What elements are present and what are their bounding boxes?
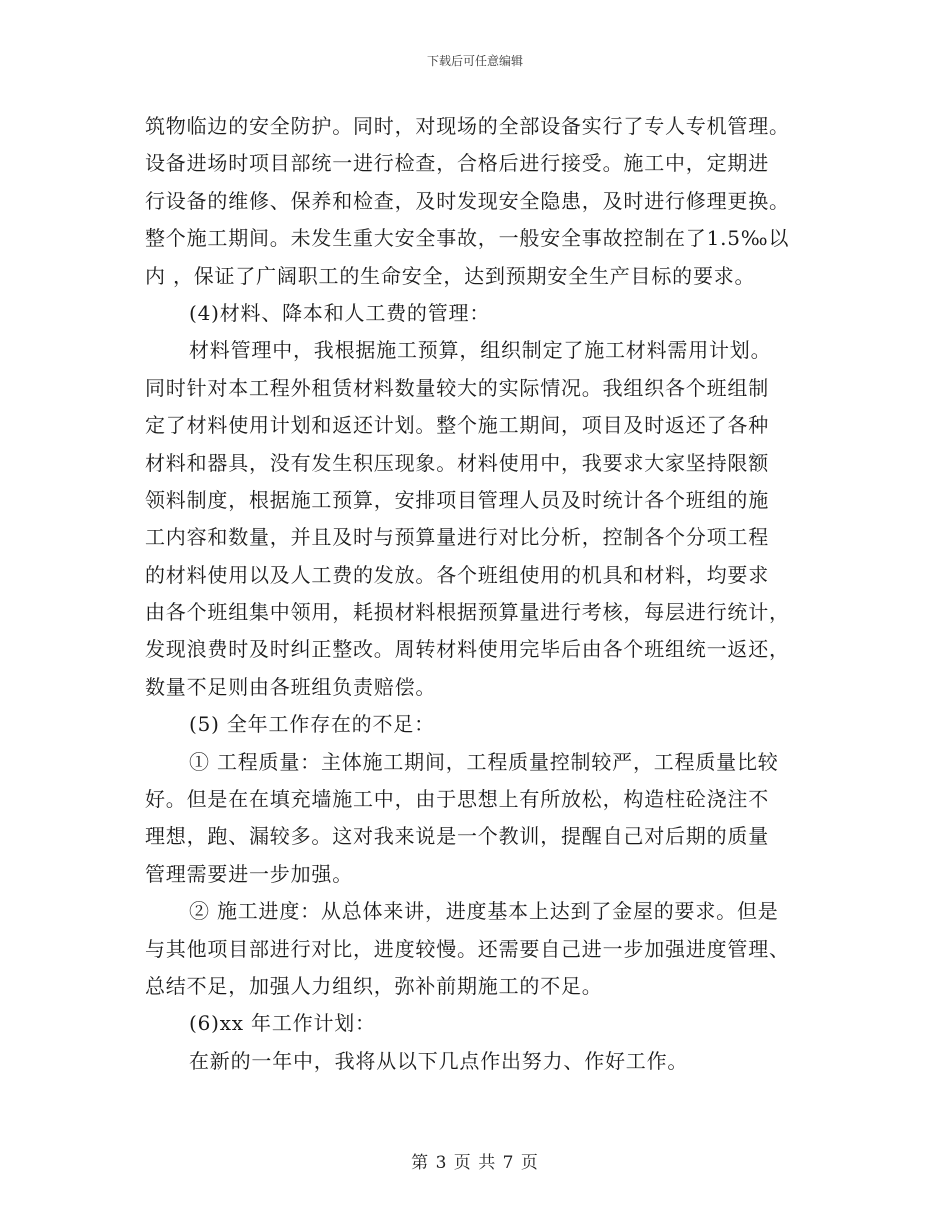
body-line: 定了材料使用计划和返还计划。整个施工期间，项目及时返还了各种: [145, 413, 769, 438]
body-line: 同时针对本工程外租赁材料数量较大的实际情况。我组织各个班组制: [145, 375, 769, 400]
body-line: 设备进场时项目部统一进行检查，合格后进行接受。施工中，定期进: [145, 151, 769, 176]
body-line: 数量不足则由各班组负责赔偿。: [145, 674, 437, 699]
page-number: 第 3 页 共 7 页: [411, 1153, 539, 1173]
body-line: 筑物临边的安全防护。同时，对现场的全部设备实行了专人专机管理。: [145, 114, 790, 138]
document-body: [145, 108, 810, 1080]
section-heading: (6)xx 年工作计划：: [189, 1011, 376, 1036]
section-heading: (4)材料、降本和人工费的管理：: [189, 300, 491, 325]
page-header: 下载后可任意编辑: [426, 54, 523, 68]
paragraph-start: 在新的一年中，我将从以下几点作出努力、作好工作。: [189, 1048, 689, 1073]
body-line: 发现浪费时及时纠正整改。周转材料使用完毕后由各个班组统一返还，: [145, 637, 790, 662]
body-line: 总结不足，加强人力组织，弥补前期施工的不足。: [145, 973, 603, 998]
body-line: 与其他项目部进行对比，进度较慢。还需要自己进一步加强进度管理、: [145, 936, 790, 961]
body-line: 领料制度，根据施工预算，安排项目管理人员及时统计各个班组的施: [145, 487, 769, 512]
body-line: 材料和器具，没有发生积压现象。材料使用中，我要求大家坚持限额: [145, 450, 769, 475]
paragraph-start: ② 施工进度：从总体来讲，进度基本上达到了金屋的要求。但是: [189, 899, 779, 924]
paragraph-start: ① 工程质量：主体施工期间，工程质量控制较严，工程质量比较: [189, 749, 779, 774]
body-line: 由各个班组集中领用，耗损材料根据预算量进行考核，每层进行统计，: [145, 600, 790, 625]
body-line: 工内容和数量，并且及时与预算量进行对比分析，控制各个分项工程: [145, 525, 769, 550]
body-line: 理想，跑、漏较多。这对我来说是一个教训，提醒自己对后期的质量: [145, 824, 769, 849]
paragraph-start: 材料管理中，我根据施工预算，组织制定了施工材料需用计划。: [189, 338, 772, 363]
body-line: 管理需要进一步加强。: [145, 861, 353, 886]
body-line: 行设备的维修、保养和检查，及时发现安全隐患，及时进行修理更换。: [145, 188, 790, 213]
body-line: 的材料使用以及人工费的发放。各个班组使用的机具和材料，均要求: [145, 562, 769, 587]
body-line: 内 ，保证了广阔职工的生命安全，达到预期安全生产目标的要求。: [145, 263, 756, 288]
section-heading: (5) 全年工作存在的不足：: [189, 712, 435, 737]
body-line: 整个施工期间。未发生重大安全事故，一般安全事故控制在了1.5‰以: [145, 226, 790, 251]
body-line: 好。但是在在填充墙施工中，由于思想上有所放松，构造柱砼浇注不: [145, 787, 769, 812]
